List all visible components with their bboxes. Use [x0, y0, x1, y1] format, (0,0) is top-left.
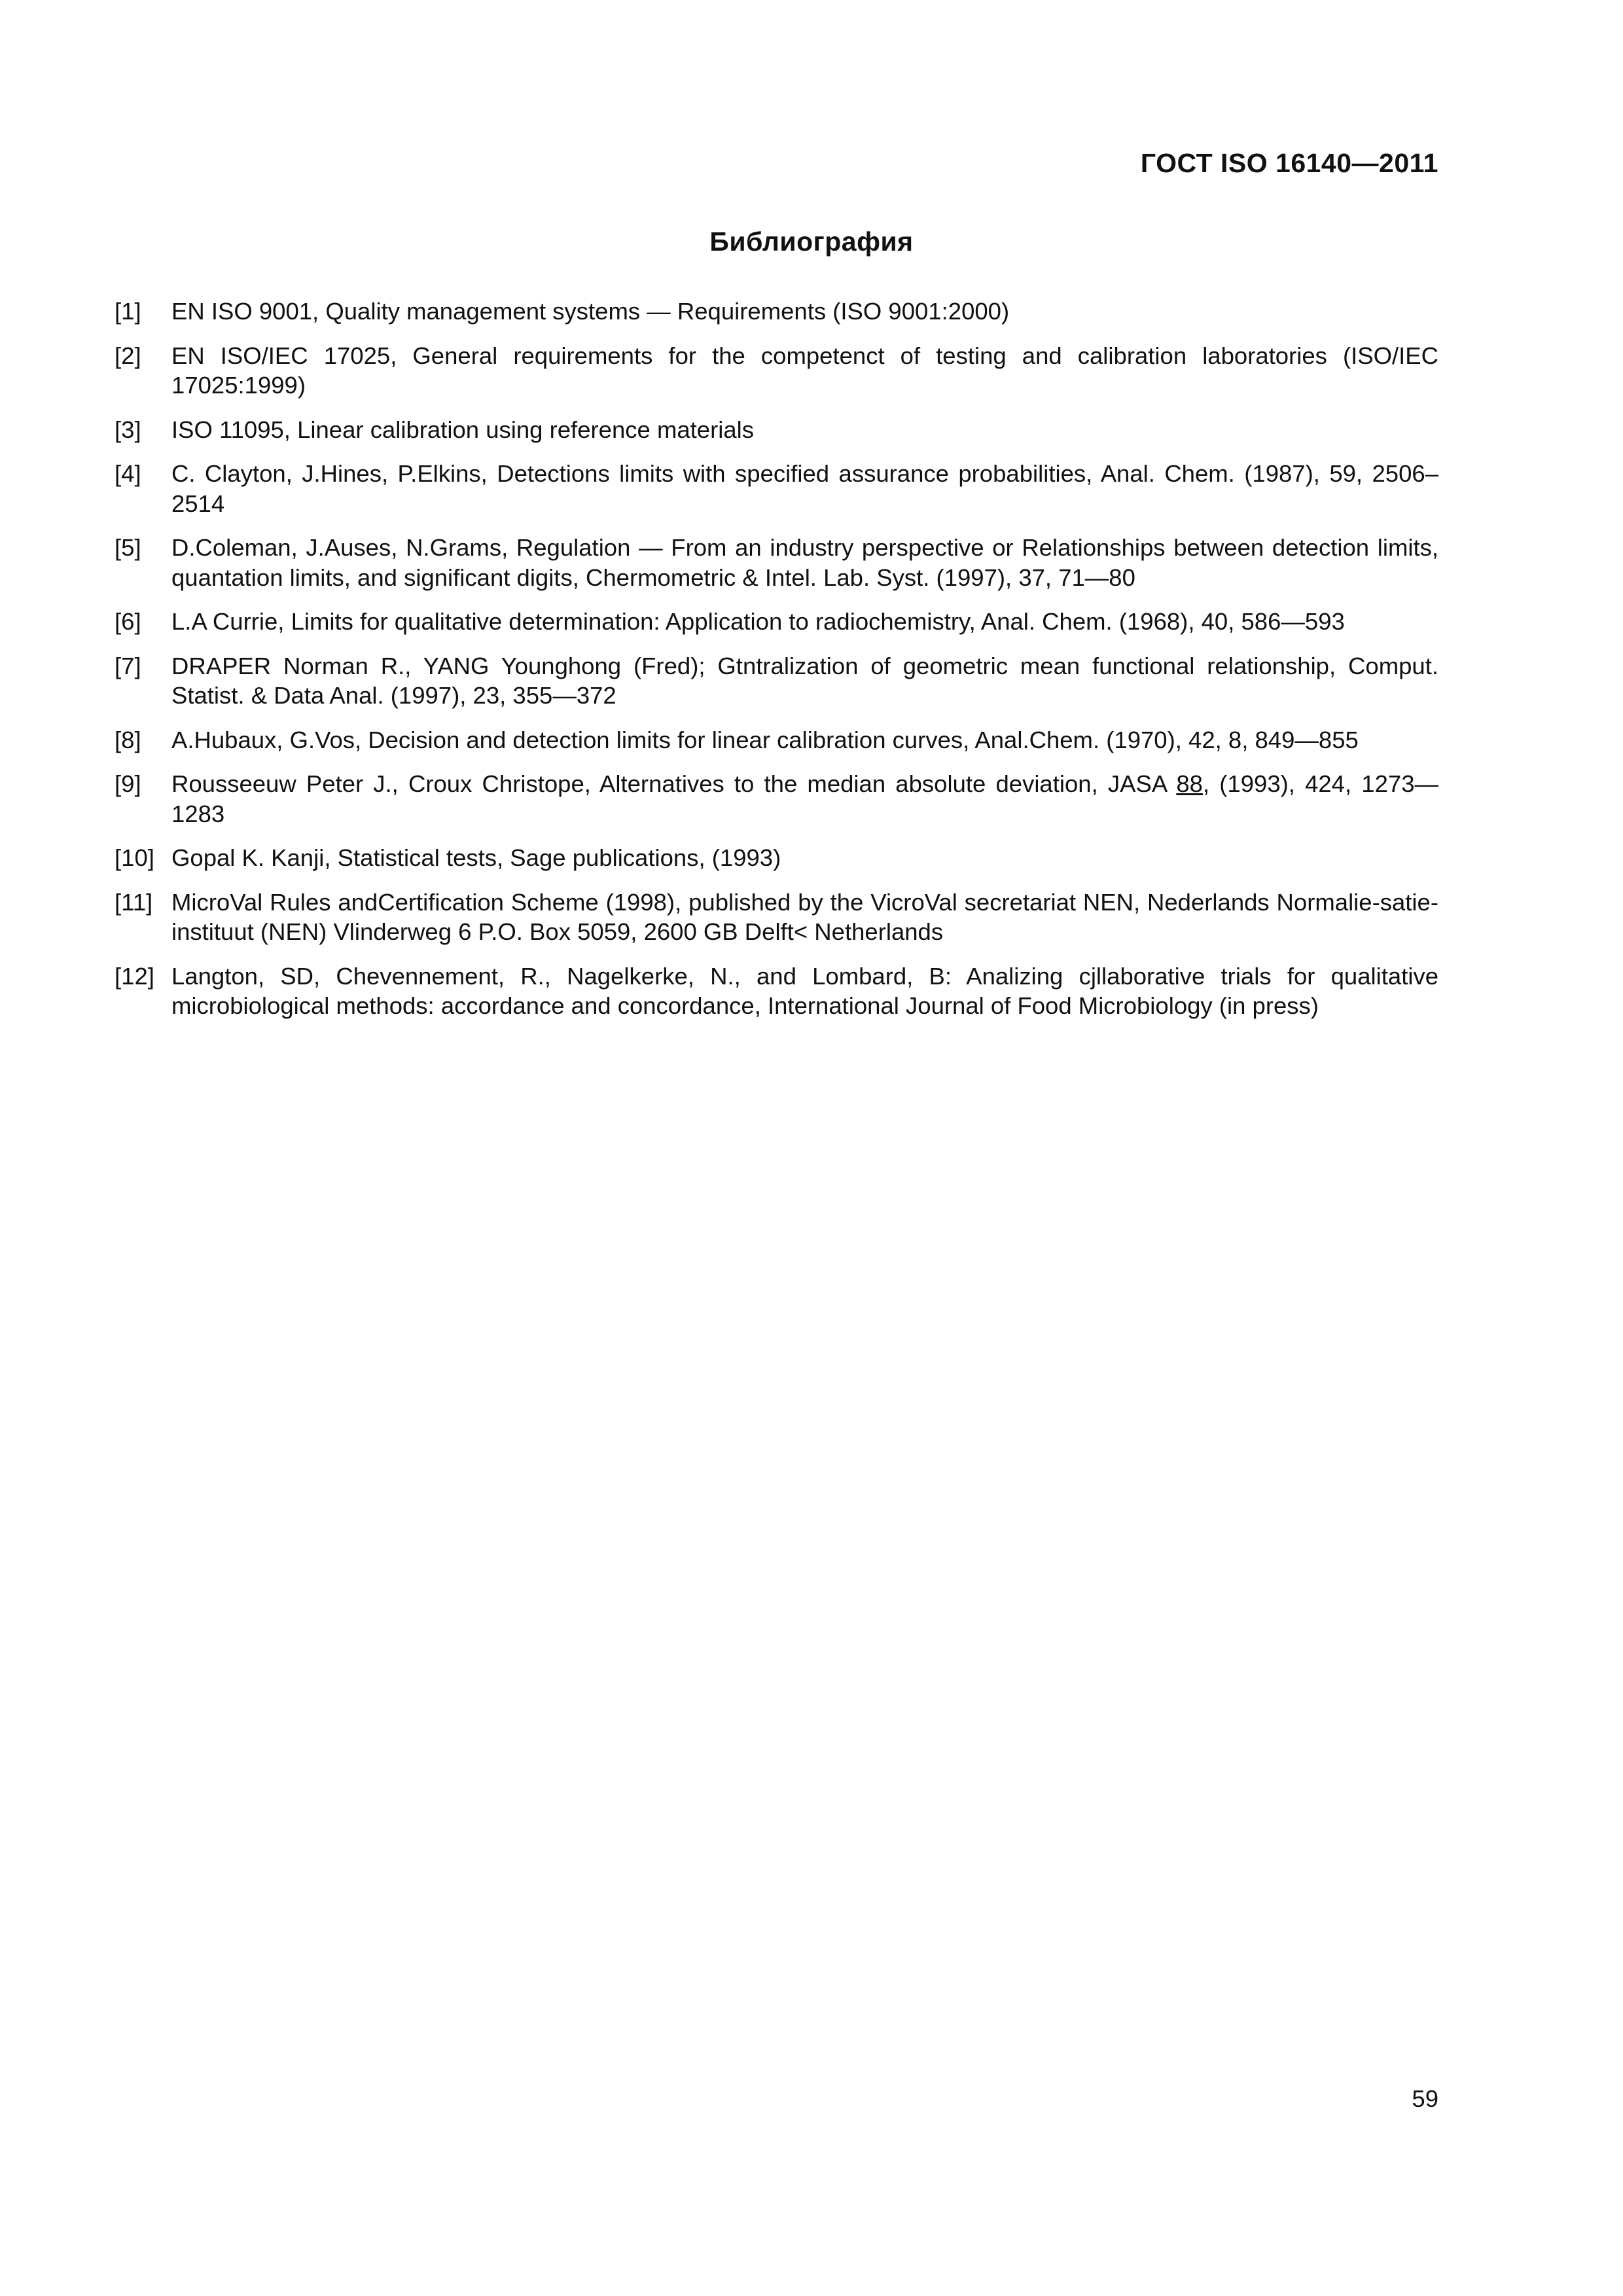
bibliography-item: [115, 769, 1438, 829]
reference-number: [9]: [115, 770, 141, 797]
reference-text: C. Clayton, J.Hines, P.Elkins, Detections limits with specified assurance probabilities, Anal. Chem. (1987), 59, 2506–2514: [171, 460, 1438, 517]
reference-number: [5]: [115, 534, 141, 561]
reference-text-part: Rousseeuw Peter J., Croux Christope, Alternatives to the median absolute deviation, JASA: [171, 770, 1177, 797]
reference-text: [171, 769, 1438, 829]
reference-number: [8]: [115, 726, 141, 753]
reference-text: Gopal K. Kanji, Statistical tests, Sage publications, (1993): [171, 844, 781, 871]
reference-text: MicroVal Rules andCertification Scheme (1998), published by the VicroVal secretariat NEN, Nederlands Normalie-satie-instituut (NEN) Vlinderweg 6 P.O. Box 5059, 2600 GB Delft< Netherlands: [171, 888, 1438, 945]
bibliography-item: [115, 533, 1438, 592]
bibliography-item: [115, 651, 1438, 711]
reference-number: [6]: [115, 608, 141, 635]
reference-number: [4]: [115, 460, 141, 487]
bibliography-item: [115, 607, 1438, 637]
page-title: Библиография: [709, 226, 914, 257]
reference-text: A.Hubaux, G.Vos, Decision and detection limits for linear calibration curves, Anal.Chem. (1970), 42, 8, 849—855: [171, 726, 1359, 753]
bibliography-item: [115, 961, 1438, 1021]
reference-text: L.A Currie, Limits for qualitative determination: Application to radiochemistry, Anal. Chem. (1968), 40, 586—593: [171, 608, 1345, 635]
bibliography-item: [115, 725, 1438, 755]
reference-text: DRAPER Norman R., YANG Younghong (Fred); Gtntralization of geometric mean functional relationship, Comput. Statist. & Data Anal. (1997), 23, 355—372: [171, 652, 1438, 709]
bibliography-item: [115, 296, 1438, 327]
reference-text: EN ISO/IEC 17025, General requirements for the competenct of testing and calibration laboratories (ISO/IEC 17025:1999): [171, 342, 1438, 399]
bibliography-item: [115, 459, 1438, 518]
reference-number: [10]: [115, 844, 154, 871]
reference-number: [11]: [115, 888, 153, 916]
reference-text-part: , (1993), 424, 1273—1283: [171, 770, 1438, 827]
journal-volume-underlined: 88: [1176, 770, 1203, 797]
reference-number: [1]: [115, 298, 141, 325]
reference-number: [2]: [115, 342, 141, 369]
reference-text: Langton, SD, Chevennement, R., Nagelkerke, N., and Lombard, B: Analizing cjllaborative trials for qualitative microbiological methods: accordance and concordance, International Journal of Food Microbiology (in press): [171, 962, 1438, 1019]
bibliography-item: [115, 888, 1438, 947]
reference-number: [12]: [115, 962, 154, 990]
bibliography-list: [115, 296, 1438, 1035]
reference-number: [3]: [115, 416, 141, 443]
bibliography-item: [115, 843, 1438, 873]
bibliography-item: [115, 415, 1438, 445]
bibliography-item: [115, 341, 1438, 401]
page-number: 59: [1412, 2085, 1438, 2112]
reference-text: ISO 11095, Linear calibration using reference materials: [171, 416, 755, 443]
standard-code-header: ГОСТ ISO 16140—2011: [1140, 148, 1438, 178]
reference-text: D.Coleman, J.Auses, N.Grams, Regulation — From an industry perspective or Relationships between detection limits, quantation limits, and significant digits, Chermometric & Intel. Lab. Syst. (1997), 37, 71—80: [171, 534, 1438, 591]
reference-text: EN ISO 9001, Quality management systems — Requirements (ISO 9001:2000): [171, 298, 1010, 325]
reference-number: [7]: [115, 652, 141, 679]
